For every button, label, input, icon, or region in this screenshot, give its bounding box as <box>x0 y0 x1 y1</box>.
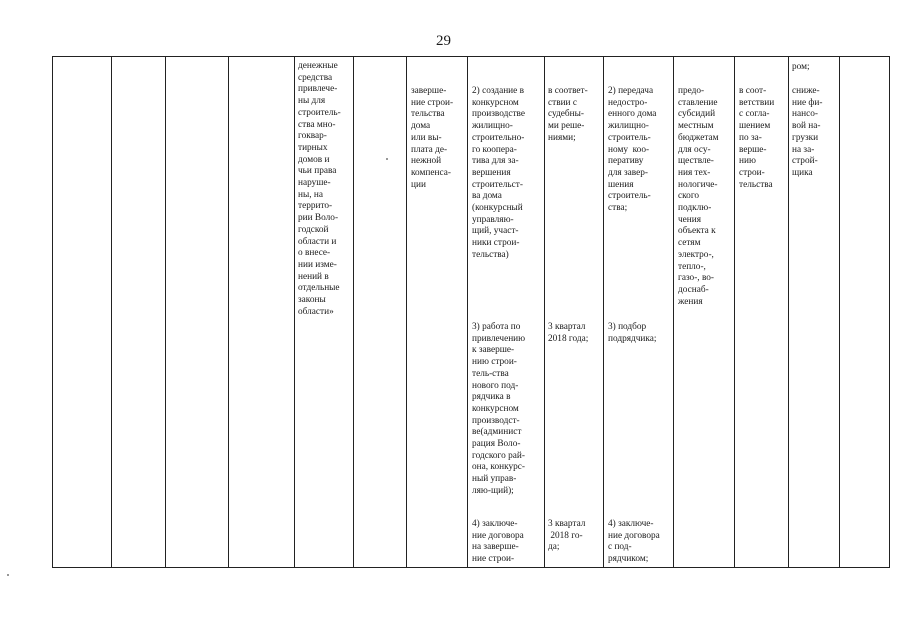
cell-col12-text: предо- ставление субсидий местным бюджетам для осу- ществле- ния тех- нологиче- ского подклю- чения объекта к сетям электро-, тепло-, газо-, во- доснаб- жения <box>678 86 719 307</box>
cell-col9-item3: 3) работа по привлечению к заверше- нию строи- тель-ства нового под- рядчика в конкурсном производст- ве(админист рация Воло- годского рай- она, конкурс- ный управ- ляю-щий); <box>472 322 526 496</box>
column-border <box>111 56 112 568</box>
column-border <box>839 56 840 568</box>
scan-speck <box>386 158 388 160</box>
cell-col11-item4: 4) заключе- ние договора с под- рядчиком; <box>608 519 660 565</box>
cell-col10-item2: в соответ- ствии с судебны- ми реше- ниями; <box>548 86 588 143</box>
column-border <box>544 56 545 568</box>
cell-col14-top: ром; <box>792 62 810 72</box>
cell-col14-main: сниже- ние фи- нансо- вой на- грузки на за- строй- щика <box>792 86 823 178</box>
column-border <box>673 56 674 568</box>
column-border <box>467 56 468 568</box>
cell-col11-item2: 2) передача недостро- енного дома жилищно- строитель- ному коо- перативу для завер- шения строитель- ства; <box>608 86 657 214</box>
cell-col9-item2: 2) создание в конкурсном производстве жилищно- строительно- го коопера- тива для за- вершения строительст- ва дома (конкурсный управляю- щий, участ- ники строи- тельства) <box>472 86 526 260</box>
scan-speck <box>7 574 9 576</box>
page-number: 29 <box>436 33 451 49</box>
table-top-border <box>52 56 890 57</box>
cell-col10-item3: 3 квартал 2018 года; <box>548 322 589 344</box>
column-border <box>889 56 890 568</box>
cell-col6-text: денежные средства привлече- ны для строитель- ства мно- гоквар- тирных домов и чьи права наруше- ны, на террито- рии Воло- годской области и о внесе- нии изме- нений в отдельные законы области» <box>298 61 341 317</box>
column-border <box>788 56 789 568</box>
column-border <box>294 56 295 568</box>
cell-col10-item4: 3 квартал 2018 го- да; <box>548 519 586 553</box>
column-border <box>353 56 354 568</box>
column-border <box>165 56 166 568</box>
table-bottom-border <box>52 567 890 568</box>
column-border <box>228 56 229 568</box>
column-border <box>52 56 53 568</box>
cell-col13-text: в соот- ветствии с согла- шением по за- верше- нию строи- тельства <box>739 86 775 190</box>
column-border <box>734 56 735 568</box>
cell-col9-item4: 4) заключе- ние договора на заверше- ние строи- <box>472 519 524 565</box>
column-border <box>603 56 604 568</box>
cell-col8-text: заверше- ние строи- тельства дома или вы- плата де- нежной компенса- ции <box>411 86 454 190</box>
cell-col11-item3: 3) подбор подрядчика; <box>608 322 657 344</box>
column-border <box>406 56 407 568</box>
